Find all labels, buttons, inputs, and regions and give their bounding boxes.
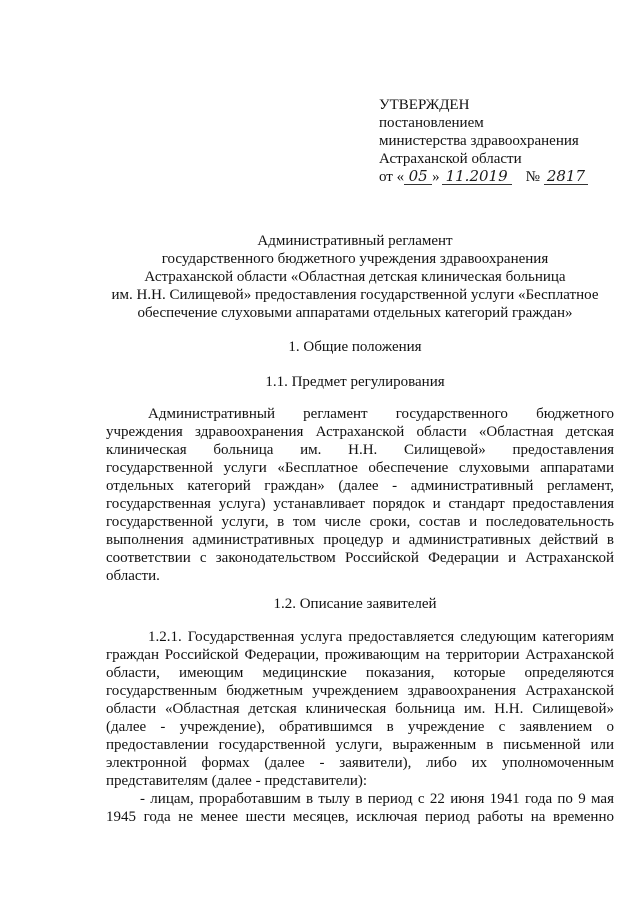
paragraph-home-front-workers: [106, 790, 614, 826]
title-line: государственного бюджетного учреждения здравоохранения: [161, 251, 549, 267]
text-line: соответствии с законодательством Российской Федерации и Астраханской: [106, 550, 614, 566]
approval-line-3: Астраханской области: [379, 151, 522, 167]
title-line: им. Н.Н. Силищевой» предоставления государственной услуги «Бесплатное: [111, 287, 599, 303]
text-line: - лицам, проработавшим в тылу в период с 22 июня 1941 года по 9 мая: [140, 791, 614, 807]
section-heading-1-1: 1.1. Предмет регулирования: [265, 374, 445, 390]
text-line: 1945 года не менее шести месяцев, исключая период работы на временно: [106, 809, 614, 825]
text-line: государственная услуга) устанавливает порядок и стандарт предоставления: [106, 496, 614, 512]
approval-line-1: постановлением: [379, 115, 484, 131]
text-line: государственной услуги, в том числе сроки, состав и последовательность: [106, 514, 614, 530]
section-heading-1-2: 1.2. Описание заявителей: [273, 596, 437, 612]
text-line: Административный регламент государственного бюджетного: [148, 406, 614, 422]
text-line: электронной формах (далее - заявители), либо их уполномоченным: [106, 755, 614, 771]
title-line: Астраханской области «Областная детская клиническая больница: [144, 269, 566, 285]
text-line: области.: [106, 568, 160, 584]
title-line: Административный регламент: [257, 233, 453, 249]
approval-line-2: министерства здравоохранения: [379, 133, 579, 149]
handwritten-day: 05: [404, 168, 432, 185]
approval-title: УТВЕРЖДЕН: [379, 97, 470, 113]
text-line: учреждения здравоохранения Астраханской области «Областная детская: [106, 424, 614, 440]
text-line: государственной услуги «Бесплатное обеспечение слуховыми аппаратами: [106, 460, 614, 476]
text-line: граждан Российской Федерации, проживающим на территории Астраханской: [106, 647, 614, 663]
approval-date-line: [379, 168, 588, 186]
from-prefix: от «: [379, 169, 405, 185]
text-line: государственным бюджетным учреждением здравоохранения Астраханской: [106, 683, 614, 699]
text-line: представителям (далее - представители):: [106, 773, 368, 789]
text-line: области «Областная детская клиническая больница им. Н.Н. Силищевой»: [106, 701, 614, 717]
text-line: клиническая больница им. Н.Н. Силищевой» предоставления: [106, 442, 614, 458]
text-line: предоставлении государственной услуги, выраженным в письменной или: [106, 737, 614, 753]
paragraph-applicants: [106, 628, 614, 790]
section-heading-1: 1. Общие положения: [288, 339, 422, 355]
text-line: области, имеющим медицинские показания, которые определяются: [106, 665, 614, 681]
text-line: 1.2.1. Государственная услуга предоставляется следующим категориям: [148, 629, 614, 645]
text-line: (далее - учреждение), обратившимся в учреждение с заявлением о: [106, 719, 614, 735]
text-line: отдельных категорий граждан» (далее - административный регламент,: [106, 478, 614, 494]
number-sign: №: [525, 169, 540, 185]
text-line: выполнения административных процедур и административных действий в: [106, 532, 614, 548]
document-title: [60, 232, 639, 322]
handwritten-number: 2817: [544, 168, 588, 185]
paragraph-regulation-subject: [106, 405, 614, 585]
close-quote: »: [432, 169, 440, 185]
handwritten-date: 11.2019: [442, 168, 512, 185]
title-line: обеспечение слуховыми аппаратами отдельных категорий граждан»: [137, 305, 573, 321]
approval-block: [379, 96, 588, 186]
